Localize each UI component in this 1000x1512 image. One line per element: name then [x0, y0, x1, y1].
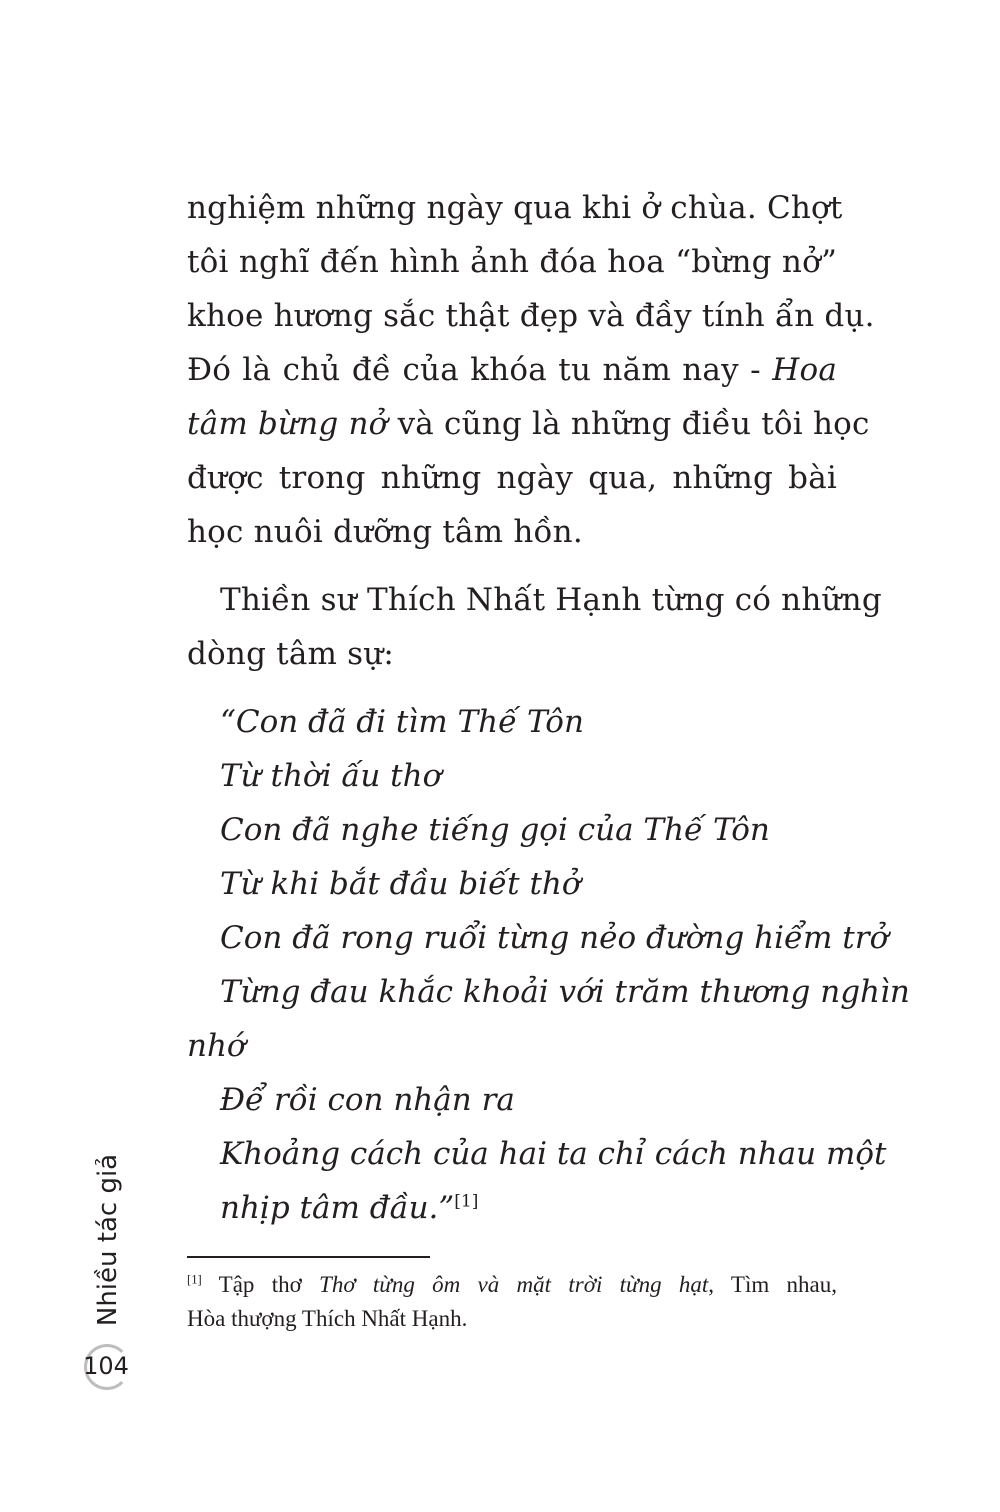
poem-line: Con đã rong ruổi từng nẻo đường hiểm trở [220, 920, 889, 956]
poem-line [220, 1190, 478, 1226]
body-line [187, 352, 837, 388]
poem-line: nhớ [187, 1028, 246, 1064]
footnote-marker: [1] [187, 1272, 202, 1287]
khoa-tu-title-italic-cont: tâm bừng nở [187, 406, 388, 442]
footnote-line-1 [187, 1268, 837, 1302]
body-line-text: và cũng là những điều tôi học [397, 406, 870, 442]
body-line-text: Đó là chủ đề của khóa tu năm nay - [187, 352, 761, 388]
poem-line: Con đã nghe tiếng gọi của Thế Tôn [220, 812, 770, 848]
body-line: nghiệm những ngày qua khi ở chùa. Chợt [187, 190, 843, 226]
footnote-text: , Tìm nhau, [708, 1272, 837, 1297]
footnote-divider [187, 1256, 430, 1258]
footnote-reference[interactable]: [1] [454, 1191, 479, 1212]
poem-line: Từ thời ấu thơ [220, 758, 442, 794]
body-line: được trong những ngày qua, những bài [187, 460, 837, 496]
body-line [187, 406, 870, 442]
poem-line: Khoảng cách của hai ta chỉ cách nhau một [220, 1136, 887, 1172]
footnote [187, 1268, 837, 1336]
poem-line: Để rồi con nhận ra [220, 1082, 515, 1118]
footnote-book-title: Thơ từng ôm và mặt trời từng hạt [319, 1272, 709, 1297]
page-number: 104 [83, 1352, 129, 1380]
poem-line-text: nhịp tâm đầu.” [220, 1190, 455, 1226]
poem-line: “Con đã đi tìm Thế Tôn [220, 704, 584, 740]
body-line: Thiền sư Thích Nhất Hạnh từng có những [220, 582, 882, 618]
page-number-badge [78, 1340, 134, 1396]
khoa-tu-title-italic: Hoa [772, 352, 837, 388]
footnote-line-2: Hòa thượng Thích Nhất Hạnh. [187, 1306, 468, 1331]
body-line: khoe hương sắc thật đẹp và đầy tính ẩn dụ. [187, 298, 875, 334]
body-line: học nuôi dưỡng tâm hồn. [187, 514, 583, 550]
footnote-text: Tập thơ [218, 1272, 302, 1297]
body-line: tôi nghĩ đến hình ảnh đóa hoa “bừng nở” [187, 244, 837, 280]
body-line: dòng tâm sự: [187, 636, 395, 672]
poem-line: Từ khi bắt đầu biết thở [220, 866, 581, 902]
running-head [88, 1150, 128, 1330]
running-head-author: Nhiều tác giả [93, 1153, 123, 1327]
poem-line: Từng đau khắc khoải với trăm thương nghìn [220, 974, 910, 1010]
